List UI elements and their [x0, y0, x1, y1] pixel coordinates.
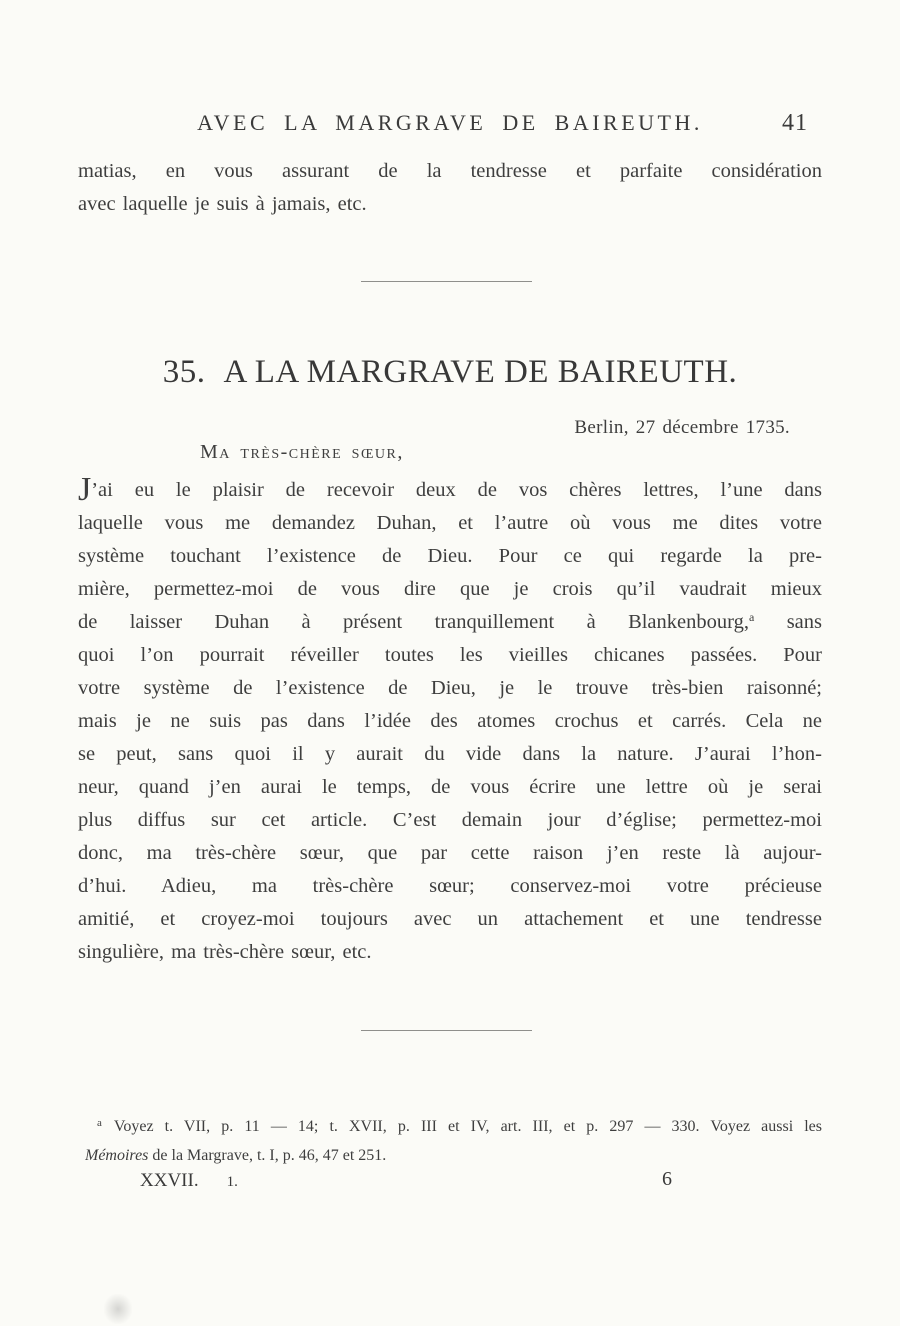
letter-title: A LA MARGRAVE DE BAIREUTH.: [223, 354, 738, 390]
footnote-text: de la Margrave, t. I, p. 46, 47 et 251.: [148, 1147, 387, 1164]
volume-label: XXVII.: [140, 1170, 199, 1191]
footnote-text: Voyez t. VII, p. 11 — 14; t. XVII, p. III et IV, art. III, et p. 297 — 330. Voyez aussi les: [113, 1118, 822, 1135]
text-line: quoi l’on pourrait réveiller toutes les vieilles chicanes passées. Pour: [78, 644, 822, 666]
text-line: matias, en vous assurant de la tendresse et parfaite considération: [78, 160, 822, 182]
text-line: [78, 606, 822, 639]
text-line: plus diffus sur cet article. C’est demain jour d’église; permettez-moi: [78, 809, 822, 831]
text-line: votre système de l’existence de Dieu, je le trouve très-bien raisonné;: [78, 677, 822, 699]
text-line: neur, quand j’en aurai le temps, de vous écrire une lettre où je serai: [78, 776, 822, 798]
text-line-content: de laisser Duhan à présent tranquillement à Blankenbourg,: [78, 611, 749, 633]
footnote: [85, 1112, 822, 1170]
footnote-italic-title: Mémoires: [85, 1147, 149, 1164]
text-line: amitié, et croyez-moi toujours avec un attachement et une tendresse: [78, 908, 822, 930]
tome-label: 1.: [226, 1174, 238, 1190]
text-line: se peut, sans quoi il y aurait du vide dans la nature. J’aurai l’hon-: [78, 743, 822, 765]
text-line: laquelle vous me demandez Duhan, et l’autre où vous me dites votre: [78, 512, 822, 534]
footnote-line: [85, 1141, 822, 1170]
footnote-reference: a: [748, 610, 755, 624]
footnote-line: [85, 1112, 822, 1141]
text-line: mière, permettez-moi de vous dire que je crois qu’il vaudrait mieux: [78, 578, 822, 600]
text-line: singulière, ma très-chère sœur, etc.: [78, 941, 372, 963]
text-line: avec laquelle je suis à jamais, etc.: [78, 193, 367, 215]
page-number: 41: [782, 110, 808, 136]
section-divider: [361, 281, 532, 282]
letter-heading: [78, 354, 822, 391]
text-line-content: ’ai eu le plaisir de recevoir deux de vos chères lettres, l’une dans: [91, 479, 822, 501]
text-line: système touchant l’existence de Dieu. Pour ce qui regarde la pre-: [78, 545, 822, 567]
text-line-content: sans: [754, 611, 822, 633]
scan-smudge: [104, 1294, 132, 1324]
salutation: Ma très-chère sœur,: [200, 441, 404, 463]
section-divider: [361, 1030, 532, 1031]
letter-number: 35.: [162, 354, 206, 390]
text-line: mais je ne suis pas dans l’idée des atomes crochus et carrés. Cela ne: [78, 710, 822, 732]
footnote-marker: a: [97, 1117, 102, 1129]
volume-signature: [140, 1170, 238, 1192]
text-line: [78, 474, 822, 507]
drop-initial: J: [78, 474, 92, 507]
previous-letter-ending: [78, 155, 822, 221]
dateline: Berlin, 27 décembre 1735.: [574, 417, 790, 438]
gathering-signature: 6: [662, 1168, 672, 1190]
running-title: AVEC LA MARGRAVE DE BAIREUTH.: [197, 110, 703, 135]
text-line: donc, ma très-chère sœur, que par cette raison j’en reste là aujour-: [78, 842, 822, 864]
letter-body: [78, 474, 822, 969]
text-line: d’hui. Adieu, ma très-chère sœur; conservez-moi votre précieuse: [78, 875, 822, 897]
